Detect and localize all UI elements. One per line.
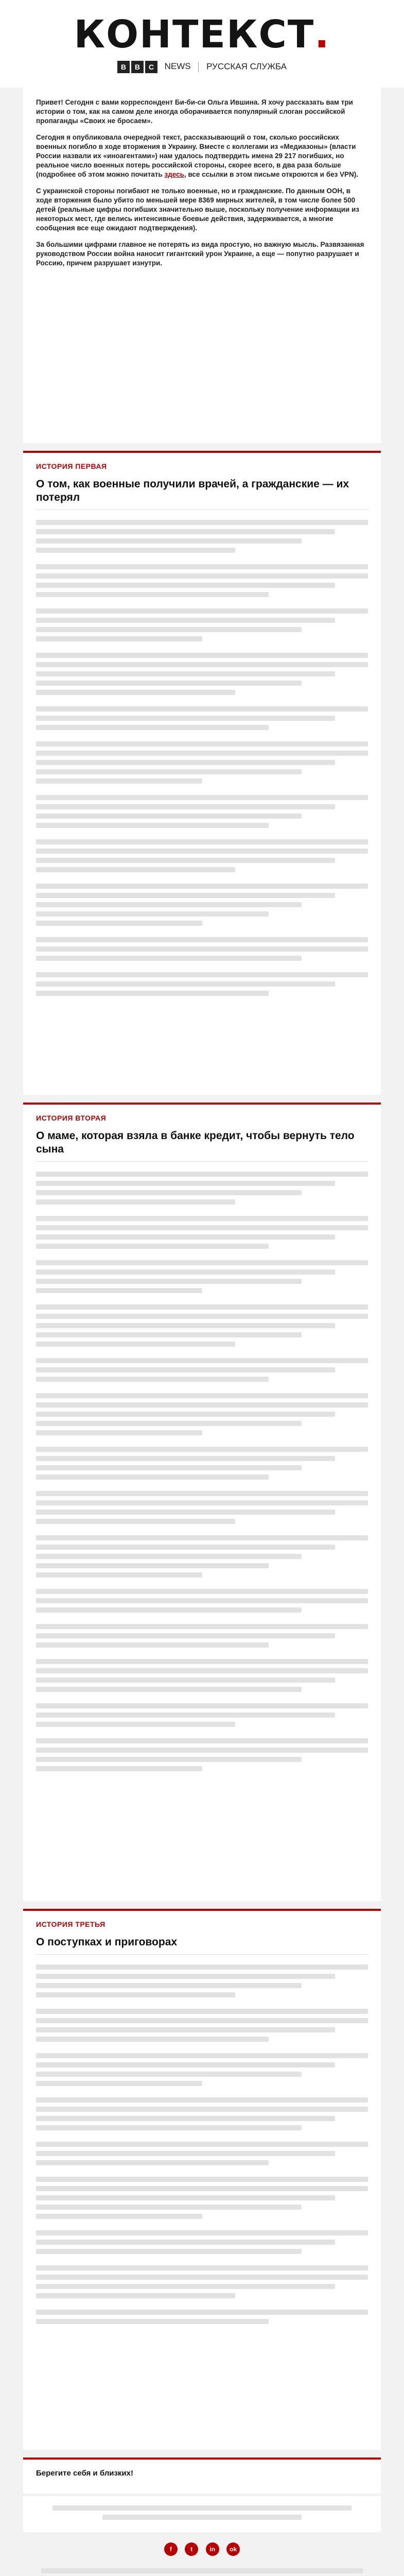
inline-link[interactable]: здесь <box>164 171 184 178</box>
story-2 <box>23 1103 381 1901</box>
story-body <box>36 1964 368 2328</box>
share-box <box>23 2496 381 2532</box>
odnoklassniki-icon[interactable]: ok <box>226 2543 240 2556</box>
story-headline: О маме, которая взяла в банке кредит, чтобы вернуть тело сына <box>36 1130 355 1155</box>
twitter-icon[interactable]: t <box>185 2543 198 2556</box>
divider <box>36 1954 368 1955</box>
kontekst-logo[interactable]: КОНТЕКСТ. <box>74 12 330 57</box>
bbc-logo-b2: B <box>131 61 144 73</box>
bbc-logo-b1: B <box>117 61 130 73</box>
divider <box>198 62 199 72</box>
story-tag: ИСТОРИЯ ТРЕТЬЯ <box>36 1920 106 1928</box>
social-links <box>0 2543 404 2558</box>
story-headline: О том, как военные получили врачей, а гражданские — их потерял <box>36 478 349 503</box>
divider <box>36 1161 368 1162</box>
intro-paragraph-3: С украинской стороны погибают не только военные, но и гражданские. По данным ООН, в ходе вторжения было убито по меньшей мере 8369 мирных жителей, в том числе более 500 детей (реальные цифры погибших значительно выше, поскольку получение информации из некоторых мест, где велись интенсивные боевые действия, задерживается, а многие сообщения все еще ожидают подтверждения). <box>36 187 359 232</box>
story-tag: ИСТОРИЯ ПЕРВАЯ <box>36 462 107 470</box>
story-body <box>36 520 368 1000</box>
header <box>0 0 404 88</box>
linkedin-icon[interactable]: in <box>206 2543 219 2556</box>
bbc-service-line <box>0 61 404 73</box>
intro-section <box>23 88 381 443</box>
disclaimer <box>23 2568 381 2576</box>
story-headline: О поступках и приговорах <box>36 1936 178 1948</box>
intro-paragraph-2: Сегодня я опубликовала очередной текст, рассказывающий о том, сколько российских военных погибло в ходе вторжения в Украину. Вместе с коллегами из «Медиазоны» (власти России назвали их «иноагентами») нам удалось подтвердить имена 29 217 погибших, но реальное число военных потерь российской стороны, скорее всего, в два раза больше (подробнее об этом можно почитать здесь, все ссылки в этом письме откроются и без VPN). <box>36 133 359 178</box>
story-body <box>36 1172 368 1775</box>
story-1 <box>23 451 381 1095</box>
bbc-news-label: NEWS <box>164 61 191 72</box>
share-text <box>36 2505 368 2520</box>
facebook-icon[interactable]: f <box>164 2543 178 2556</box>
service-label: РУССКАЯ СЛУЖБА <box>206 61 287 72</box>
story-3 <box>23 1909 381 2450</box>
bbc-logo-c: C <box>145 61 157 73</box>
story-tag: ИСТОРИЯ ВТОРАЯ <box>36 1114 107 1122</box>
care-title: Берегите себя и близких! <box>36 2469 133 2478</box>
care-box <box>23 2458 381 2494</box>
intro-paragraph-4: За большими цифрами главное не потерять из вида простую, но важную мысль. Развязанная руководством России война наносит гигантский урон Украине, а еще — попутно разрушает и Россию, причем разрушает изнутри. <box>36 241 364 267</box>
intro-greeting: Привет! Сегодня с вами корреспондент Би-би-си Ольга Ившина. Я хочу рассказать вам три истории о том, как на самом деле иногда оборачивается популярный слоган российской пропаганды «Своих не бросаем». <box>36 98 353 125</box>
